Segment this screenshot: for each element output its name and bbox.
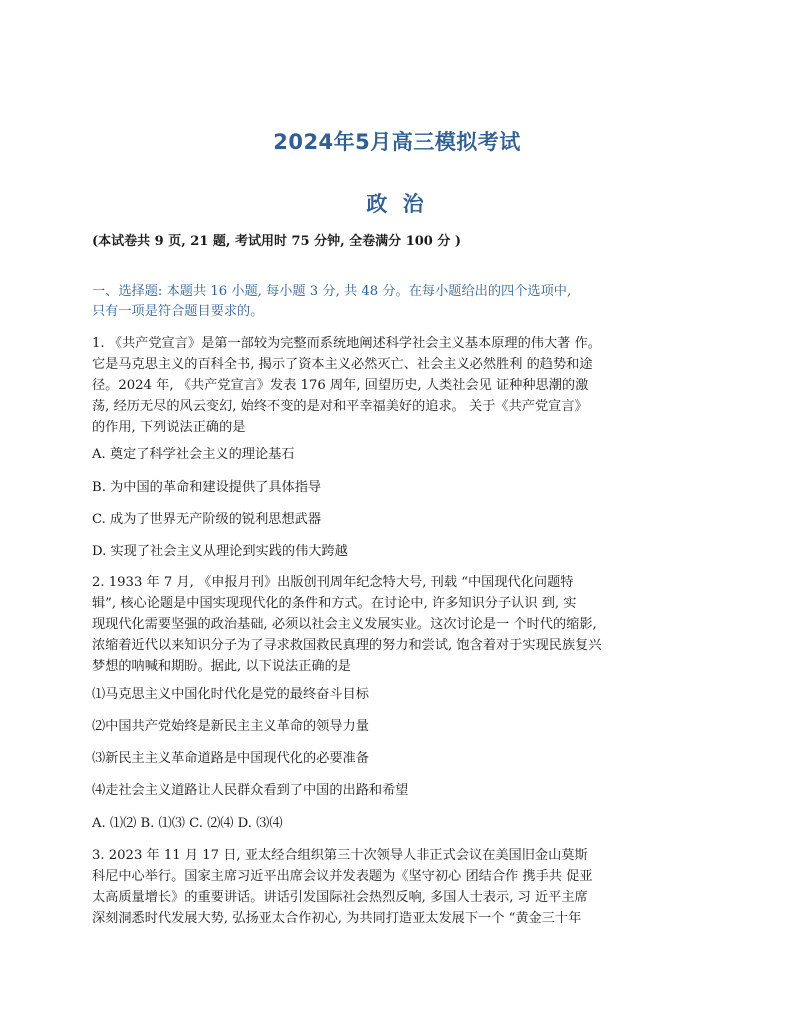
exam-info: (本试卷共 9 页, 21 题, 考试用时 75 分钟, 全卷满分 100 分 ) bbox=[92, 234, 462, 249]
question-2-options: A. ⑴⑵ B. ⑴⑶ C. ⑵⑷ D. ⑶⑷ bbox=[92, 816, 283, 831]
question-line: 现现代化需要坚强的政治基础, 必须以社会主义发展实业。这次讨论是一 个时代的缩影, bbox=[92, 617, 597, 632]
question-line: 浓缩着近代以来知识分子为了寻求救国救民真理的努力和尝试, 饱含着对于实现民族复兴 bbox=[92, 638, 602, 653]
question-line: 的作用, 下列说法正确的是 bbox=[92, 420, 246, 435]
question-line: 辑”, 核心论题是中国实现现代化的条件和方式。在讨论中, 许多知识分子认识 到, 实 bbox=[92, 596, 577, 611]
question-line: 梦想的呐喊和期盼。据此, 以下说法正确的是 bbox=[92, 659, 351, 674]
question-2-item-4: ⑷走社会主义道路让人民群众看到了中国的出路和希望 bbox=[92, 783, 409, 798]
question-line: 科尼中心举行。国家主席习近平出席会议并发表题为《坚守初心 团结合作 携手共 促亚 bbox=[92, 869, 593, 884]
subject-title: 政 治 bbox=[366, 192, 428, 216]
question-1-option-c: C. 成为了世界无产阶级的锐利思想武器 bbox=[92, 512, 322, 527]
question-line: 荡, 经历无尽的风云变幻, 始终不变的是对和平幸福美好的追求。 关于《共产党宣言》 bbox=[92, 399, 588, 414]
question-3-stem bbox=[92, 845, 704, 929]
exam-title: 2024年5月高三模拟考试 bbox=[273, 130, 521, 154]
question-line: 1. 《共产党宣言》是第一部较为完整而系统地阐述科学社会主义基本原理的伟大著 作。 bbox=[92, 336, 601, 351]
question-line: 径。2024 年, 《共产党宣言》发表 176 周年, 回望历史, 人类社会见 证种种思潮的激 bbox=[92, 378, 589, 393]
question-line: 3. 2023 年 11 月 17 日, 亚太经合组织第三十次领导人非正式会议在美国旧金山莫斯 bbox=[92, 848, 588, 863]
question-1-stem bbox=[92, 333, 704, 438]
question-line: 深刻洞悉时代发展大势, 弘扬亚太合作初心, 为共同打造亚太发展下一个 “黄金三十年 bbox=[92, 911, 582, 926]
question-2-stem bbox=[92, 572, 704, 677]
question-1-option-a: A. 奠定了科学社会主义的理论基石 bbox=[92, 447, 295, 462]
question-line: 2. 1933 年 7 月, 《申报月刊》出版创刊周年纪念特大号, 刊载 “中国现代化问题特 bbox=[92, 575, 574, 590]
question-1-option-d: D. 实现了社会主义从理论到实践的伟大跨越 bbox=[92, 544, 348, 559]
question-2-item-3: ⑶新民主主义革命道路是中国现代化的必要准备 bbox=[92, 751, 369, 766]
section-heading-line: 只有一项是符合题目要求的。 bbox=[92, 304, 264, 319]
section-heading bbox=[92, 282, 704, 322]
question-line: 它是马克思主义的百科全书, 揭示了资本主义必然灭亡、社会主义必然胜利 的趋势和途 bbox=[92, 357, 593, 372]
question-1-option-b: B. 为中国的革命和建设提供了具体指导 bbox=[92, 480, 322, 495]
question-2-item-1: ⑴马克思主义中国化时代化是党的最终奋斗目标 bbox=[92, 687, 369, 702]
question-line: 太高质量增长》的重要讲话。讲话引发国际社会热烈反响, 多国人士表示, 习 近平主席 bbox=[92, 890, 588, 905]
section-heading-line: 一、选择题: 本题共 16 小题, 每小题 3 分, 共 48 分。在每小题给出的四个选项中, bbox=[92, 284, 572, 299]
question-2-item-2: ⑵中国共产党始终是新民主主义革命的领导力量 bbox=[92, 719, 369, 734]
